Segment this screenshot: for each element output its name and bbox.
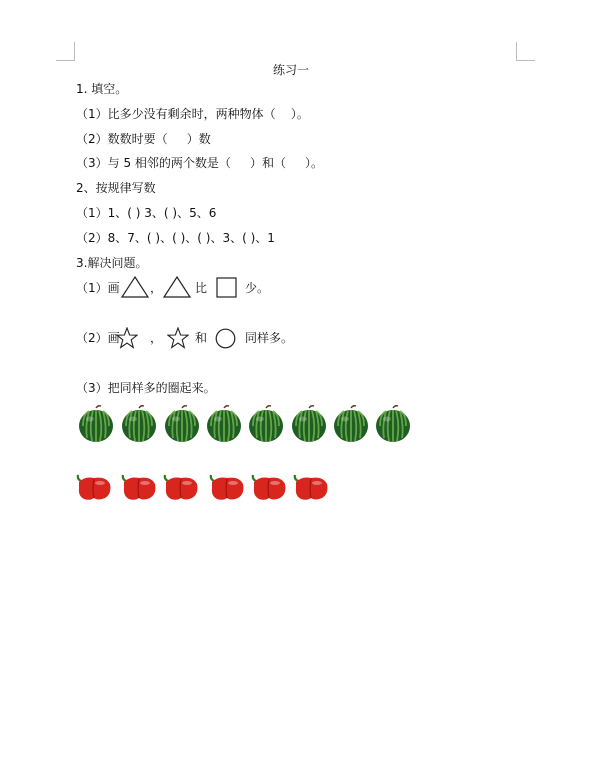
section3-q1-bi: 比 (195, 281, 208, 295)
watermelon-icon (247, 405, 285, 443)
watermelon-icon (290, 405, 328, 443)
star-icon (167, 327, 189, 349)
triangle-icon (163, 276, 191, 298)
section3-q1-comma: ， (150, 281, 163, 295)
star-icon (116, 327, 138, 349)
section2-question-1: （1）1、( ) 3、( )、5、6 (76, 206, 217, 220)
section1-question-1: （1）比多少没有剩余时，两种物体（ ）。 (76, 107, 309, 121)
red-pepper-icon (121, 472, 157, 502)
watermelon-icon (77, 405, 115, 443)
watermelon-icon (332, 405, 370, 443)
section1-question-2: （2）数数时要（ ）数 (76, 132, 211, 146)
red-pepper-icon (163, 472, 199, 502)
square-icon (216, 277, 237, 298)
page-corner-top-right (516, 42, 535, 61)
page-corner-top-left (56, 42, 75, 61)
red-pepper-icon (293, 472, 329, 502)
section3-q1-prefix: （1）画 (76, 281, 120, 295)
section3-q2-comma: ， (150, 331, 163, 345)
red-pepper-icon (251, 472, 287, 502)
section2-question-2: （2）8、7、( )、( )、( )、3、( )、1 (76, 231, 275, 245)
red-pepper-icon (209, 472, 245, 502)
watermelon-icon (374, 405, 412, 443)
section3-q1-less: 少。 (245, 281, 270, 295)
section1-heading: 1. 填空。 (76, 82, 128, 96)
section1-question-3: （3）与 5 相邻的两个数是（ ）和（ ）。 (76, 156, 324, 170)
section3-heading: 3.解决问题。 (76, 256, 148, 270)
page-title: 练习一 (273, 63, 310, 77)
circle-icon (215, 328, 236, 349)
triangle-icon (121, 276, 149, 298)
watermelon-icon (205, 405, 243, 443)
section3-q2-prefix: （2）画 (76, 331, 120, 345)
section2-heading: 2、按规律写数 (76, 181, 156, 195)
section3-q2-he: 和 (195, 331, 208, 345)
watermelon-icon (120, 405, 158, 443)
watermelon-icon (163, 405, 201, 443)
section3-question-3: （3）把同样多的圈起来。 (76, 381, 216, 395)
section3-q2-same: 同样多。 (245, 331, 294, 345)
red-pepper-icon (76, 472, 112, 502)
